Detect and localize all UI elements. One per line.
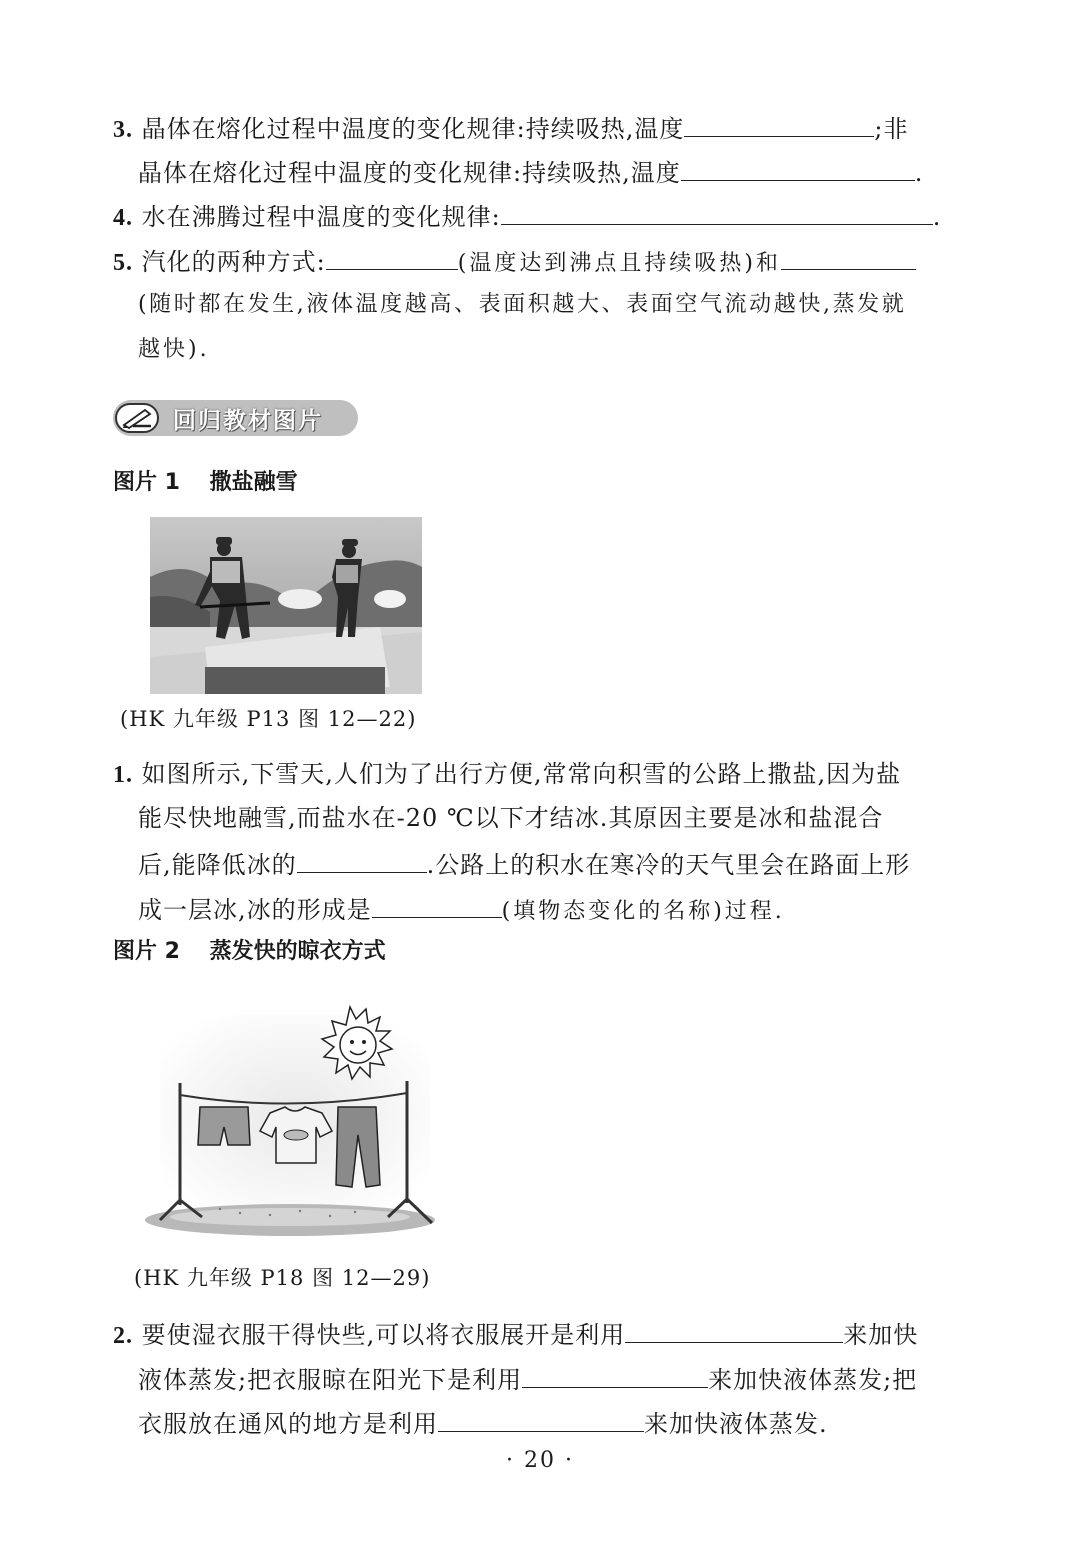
figure2-label: 图片 2 [113,939,180,964]
q3-text-2a: 晶体在熔化过程中温度的变化规律:持续吸热,温度 [138,159,681,187]
q1-line3 [138,846,910,882]
q4-line [113,198,941,235]
figure2-heading [113,937,386,967]
q5-line1 [113,243,916,281]
q3-line2 [138,154,923,190]
q2-text-3a: 衣服放在通风的地方是利用 [138,1410,438,1438]
q1-text-4a: 成一层冰,冰的形成是 [138,896,372,924]
q2-text-2b: 来加快液体蒸发;把 [708,1366,918,1394]
q5-text-2: (随时都在发生,液体温度越高、表面积越大、表面空气流动越快,蒸发就 [138,292,907,317]
q2-text-1a: 要使湿衣服干得快些,可以将衣服展开是利用 [141,1321,626,1349]
q3-text-1a: 晶体在熔化过程中温度的变化规律:持续吸热,温度 [141,115,685,143]
section-title: 回归教材图片 [173,407,323,434]
q3-blank-2[interactable] [681,154,915,181]
q2-blank-3[interactable] [438,1405,644,1432]
q5-blank-2[interactable] [781,243,916,270]
q5-line3 [138,333,210,367]
q1-text-3a: 后,能降低冰的 [138,851,297,879]
q1-text-2: 能尽快地融雪,而盐水在-20 ℃以下才结冰.其原因主要是冰和盐混合 [138,804,884,832]
q1-text-1: 如图所示,下雪天,人们为了出行方便,常常向积雪的公路上撒盐,因为盐 [141,760,902,788]
q1-text-3b: .公路上的积水在寒冷的天气里会在路面上形 [426,851,911,879]
page-number: · 20 · [506,1448,574,1473]
q4-end: . [932,203,942,231]
q5-blank-1[interactable] [326,243,458,270]
figure1-title: 撒盐融雪 [209,470,298,495]
q4-number: 4. [113,205,133,231]
q5-text-1a: 汽化的两种方式: [141,248,326,276]
salt-spreading-photo [150,517,422,694]
q2-line1 [113,1316,918,1353]
q1-line4 [138,891,785,929]
q2-blank-2[interactable] [522,1361,708,1388]
q1-blank-2[interactable] [372,891,502,918]
q5-text-3: 越快). [138,337,210,362]
q2-text-3b: 来加快液体蒸发. [644,1410,828,1438]
q5-line2 [138,288,906,322]
q1-number: 1. [113,762,133,788]
figure1-caption: (HK 九年级 P13 图 12—22) [120,707,417,731]
q5-number: 5. [113,250,133,276]
q3-text-2b: . [914,159,924,187]
figure2-caption: (HK 九年级 P18 图 12—29) [134,1266,431,1290]
figure1-label: 图片 1 [113,470,180,495]
q1-line1 [113,757,901,792]
q2-number: 2. [113,1323,133,1349]
q3-blank-1[interactable] [684,110,874,137]
q2-line3 [138,1405,828,1441]
q1-line2 [138,801,883,835]
section-header [113,400,358,436]
q2-text-1b: 来加快 [843,1321,919,1349]
q1-text-4b: (填物态变化的名称)过程. [501,899,785,924]
q2-text-2a: 液体蒸发;把衣服晾在阳光下是利用 [138,1366,523,1394]
pencil-icon [115,403,159,433]
q2-blank-1[interactable] [625,1316,843,1343]
q3-line1 [113,110,908,147]
q3-number: 3. [113,117,133,143]
q4-blank[interactable] [501,198,933,225]
q2-line2 [138,1361,917,1397]
clothesline-illustration [140,995,445,1245]
figure2-title: 蒸发快的晾衣方式 [209,939,386,964]
figure1-heading [113,468,298,498]
q1-blank-1[interactable] [297,846,427,873]
q4-text: 水在沸腾过程中温度的变化规律: [141,203,501,231]
q5-text-1b: (温度达到沸点且持续吸热)和 [457,251,781,276]
q3-text-1b: ;非 [874,115,909,143]
